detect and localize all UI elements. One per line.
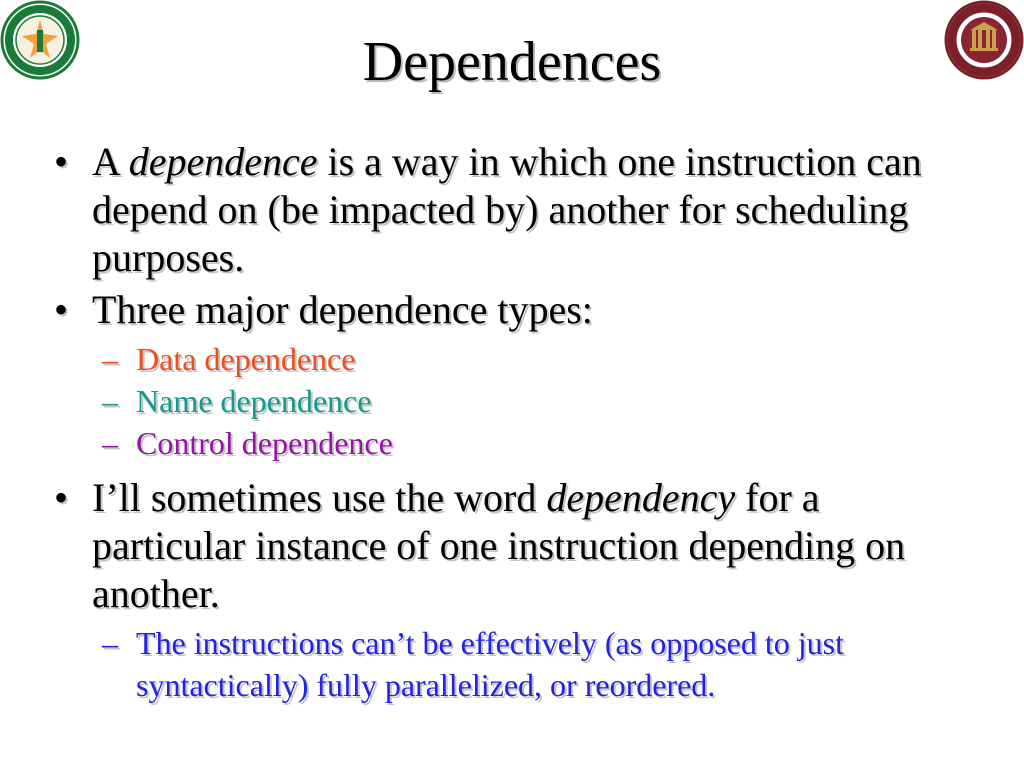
bullet-mark: •: [54, 475, 69, 520]
bullet-text: Three major dependence types:: [92, 287, 593, 332]
sub-item-data-dependence: [50, 338, 980, 380]
sub-item-note: [50, 622, 980, 706]
bullet-mark: •: [54, 139, 69, 184]
bullet-types: [50, 286, 980, 334]
bullet-emphasis: dependency: [546, 475, 736, 520]
bullet-list: [50, 138, 980, 706]
dash-mark: –: [102, 341, 118, 377]
bullet-text-pre: I’ll sometimes use the word: [92, 475, 547, 520]
bullet-text-pre: A: [92, 139, 129, 184]
sub-item-text: Control dependence: [136, 425, 393, 461]
bullet-dependency: [50, 474, 980, 618]
bullet-mark: •: [54, 287, 69, 332]
bullet-definition: [50, 138, 980, 282]
dash-mark: –: [102, 625, 118, 661]
sub-item-control-dependence: [50, 422, 980, 464]
sub-item-name-dependence: [50, 380, 980, 422]
dash-mark: –: [102, 425, 118, 461]
sub-item-text: Name dependence: [136, 383, 372, 419]
dash-mark: –: [102, 383, 118, 419]
bullet-text-post: for a particular instance of one instruction depending on another.: [92, 475, 906, 616]
bullet-emphasis: dependence: [128, 139, 318, 184]
slide-title: Dependences: [362, 31, 662, 93]
sub-item-text: Data dependence: [136, 341, 356, 377]
bullet-text-post: is a way in which one instruction can depend on (be impacted by) another for scheduling purposes.: [92, 139, 922, 280]
sub-item-text: The instructions can’t be effectively (as opposed to just syntactically) fully parallelized, or reordered.: [136, 625, 844, 703]
